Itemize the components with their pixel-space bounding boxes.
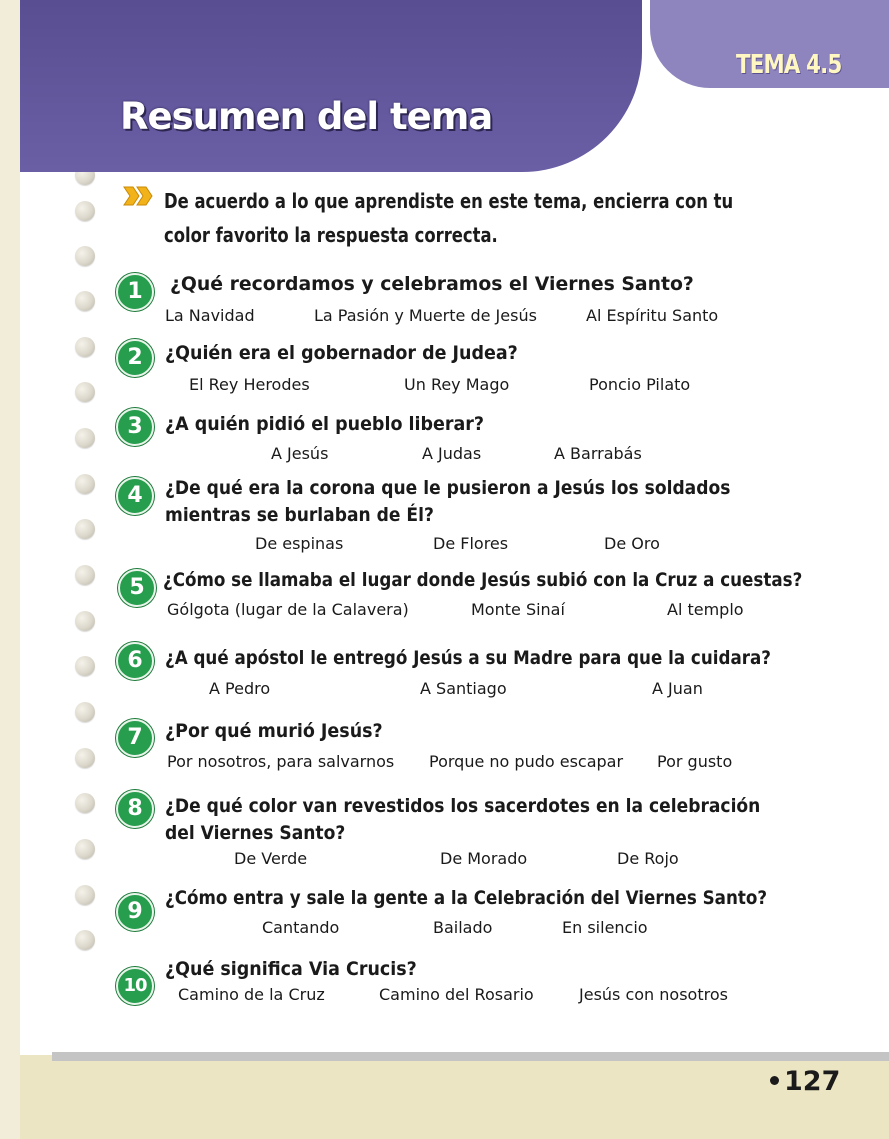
page-margin xyxy=(0,0,20,1139)
binder-ring-icon xyxy=(75,201,95,221)
question-4-option-1[interactable]: De espinas xyxy=(255,534,344,553)
question-number-badge: 5 xyxy=(118,569,156,607)
question-6-option-1[interactable]: A Pedro xyxy=(209,679,271,698)
question-3-text: ¿A quién pidió el pueblo liberar? xyxy=(165,413,485,435)
question-3-option-1[interactable]: A Jesús xyxy=(271,444,329,463)
question-4-option-3[interactable]: De Oro xyxy=(604,534,660,553)
question-3-option-3[interactable]: A Barrabás xyxy=(554,444,642,463)
binder-ring-icon xyxy=(75,519,95,539)
question-3-option-2[interactable]: A Judas xyxy=(422,444,482,463)
question-9-option-1[interactable]: Cantando xyxy=(262,918,340,937)
binder-ring-icon xyxy=(75,474,95,494)
question-10-option-1[interactable]: Camino de la Cruz xyxy=(178,985,325,1004)
page-number xyxy=(770,1066,840,1097)
binder-ring-icon xyxy=(75,885,95,905)
page-shadow xyxy=(52,1052,889,1061)
question-1-option-1[interactable]: La Navidad xyxy=(165,306,255,325)
instruction-line-1: De acuerdo a lo que aprendiste en este tema, encierra con tu xyxy=(164,189,734,213)
question-6-option-3[interactable]: A Juan xyxy=(652,679,703,698)
question-2-option-3[interactable]: Poncio Pilato xyxy=(589,375,691,394)
question-number-badge: 6 xyxy=(116,642,154,680)
instruction-text xyxy=(164,184,734,252)
binder-ring-icon xyxy=(75,246,95,266)
question-8-text-continued: del Viernes Santo? xyxy=(165,822,346,844)
question-2-text: ¿Quién era el gobernador de Judea? xyxy=(165,342,518,364)
question-7-option-2[interactable]: Porque no pudo escapar xyxy=(429,752,624,771)
question-6-text: ¿A qué apóstol le entregó Jesús a su Madre para que la cuidara? xyxy=(165,647,771,669)
question-8-option-1[interactable]: De Verde xyxy=(234,849,308,868)
question-4-text-continued: mientras se burlaban de Él? xyxy=(165,504,434,526)
question-1-text: ¿Qué recordamos y celebramos el Viernes Santo? xyxy=(170,273,694,295)
binder-ring-icon xyxy=(75,839,95,859)
question-number-badge: 1 xyxy=(116,273,154,311)
question-7-text: ¿Por qué murió Jesús? xyxy=(165,720,383,742)
question-4-text: ¿De qué era la corona que le pusieron a Jesús los soldados xyxy=(165,477,731,499)
binder-ring-icon xyxy=(75,748,95,768)
question-2-option-1[interactable]: El Rey Herodes xyxy=(189,375,310,394)
question-5-option-3[interactable]: Al templo xyxy=(667,600,744,619)
question-9-option-3[interactable]: En silencio xyxy=(562,918,648,937)
question-number-badge: 8 xyxy=(116,790,154,828)
bullet-dot-icon xyxy=(770,1076,779,1085)
question-4-option-2[interactable]: De Flores xyxy=(433,534,509,553)
binder-ring-icon xyxy=(75,793,95,813)
binder-ring-icon xyxy=(75,428,95,448)
question-5-option-1[interactable]: Gólgota (lugar de la Calavera) xyxy=(167,600,409,619)
question-6-option-2[interactable]: A Santiago xyxy=(420,679,507,698)
question-number-badge: 2 xyxy=(116,339,154,377)
question-8-option-3[interactable]: De Rojo xyxy=(617,849,679,868)
binder-ring-icon xyxy=(75,382,95,402)
tema-label: TEMA 4.5 xyxy=(736,50,842,80)
question-10-option-2[interactable]: Camino del Rosario xyxy=(379,985,534,1004)
binder-ring-icon xyxy=(75,656,95,676)
question-number-badge: 4 xyxy=(116,477,154,515)
binder-ring-icon xyxy=(75,291,95,311)
question-9-option-2[interactable]: Bailado xyxy=(433,918,493,937)
question-7-option-3[interactable]: Por gusto xyxy=(657,752,733,771)
binder-ring-icon xyxy=(75,702,95,722)
binder-ring-icon xyxy=(75,930,95,950)
question-7-option-1[interactable]: Por nosotros, para salvarnos xyxy=(167,752,395,771)
double-chevron-icon xyxy=(122,184,156,208)
question-8-option-2[interactable]: De Morado xyxy=(440,849,528,868)
question-2-option-2[interactable]: Un Rey Mago xyxy=(404,375,510,394)
question-1-option-2[interactable]: La Pasión y Muerte de Jesús xyxy=(314,306,537,325)
page-number-value: 127 xyxy=(784,1066,841,1097)
question-9-text: ¿Cómo entra y sale la gente a la Celebración del Viernes Santo? xyxy=(165,887,768,909)
header-band xyxy=(20,0,642,172)
question-1-option-3[interactable]: Al Espíritu Santo xyxy=(586,306,719,325)
question-10-option-3[interactable]: Jesús con nosotros xyxy=(579,985,728,1004)
question-10-text: ¿Qué significa Via Crucis? xyxy=(165,958,417,980)
question-number-badge: 3 xyxy=(116,408,154,446)
binder-ring-icon xyxy=(75,337,95,357)
question-number-badge: 9 xyxy=(116,893,154,931)
binder-ring-icon xyxy=(75,611,95,631)
question-number-badge: 10 xyxy=(116,967,154,1005)
question-5-option-2[interactable]: Monte Sinaí xyxy=(471,600,565,619)
instruction-line-2: color favorito la respuesta correcta. xyxy=(164,223,498,247)
question-8-text: ¿De qué color van revestidos los sacerdotes en la celebración xyxy=(165,795,761,817)
page-title: Resumen del tema xyxy=(120,95,493,138)
question-number-badge: 7 xyxy=(116,719,154,757)
question-5-text: ¿Cómo se llamaba el lugar donde Jesús subió con la Cruz a cuestas? xyxy=(163,569,803,591)
binder-ring-icon xyxy=(75,565,95,585)
